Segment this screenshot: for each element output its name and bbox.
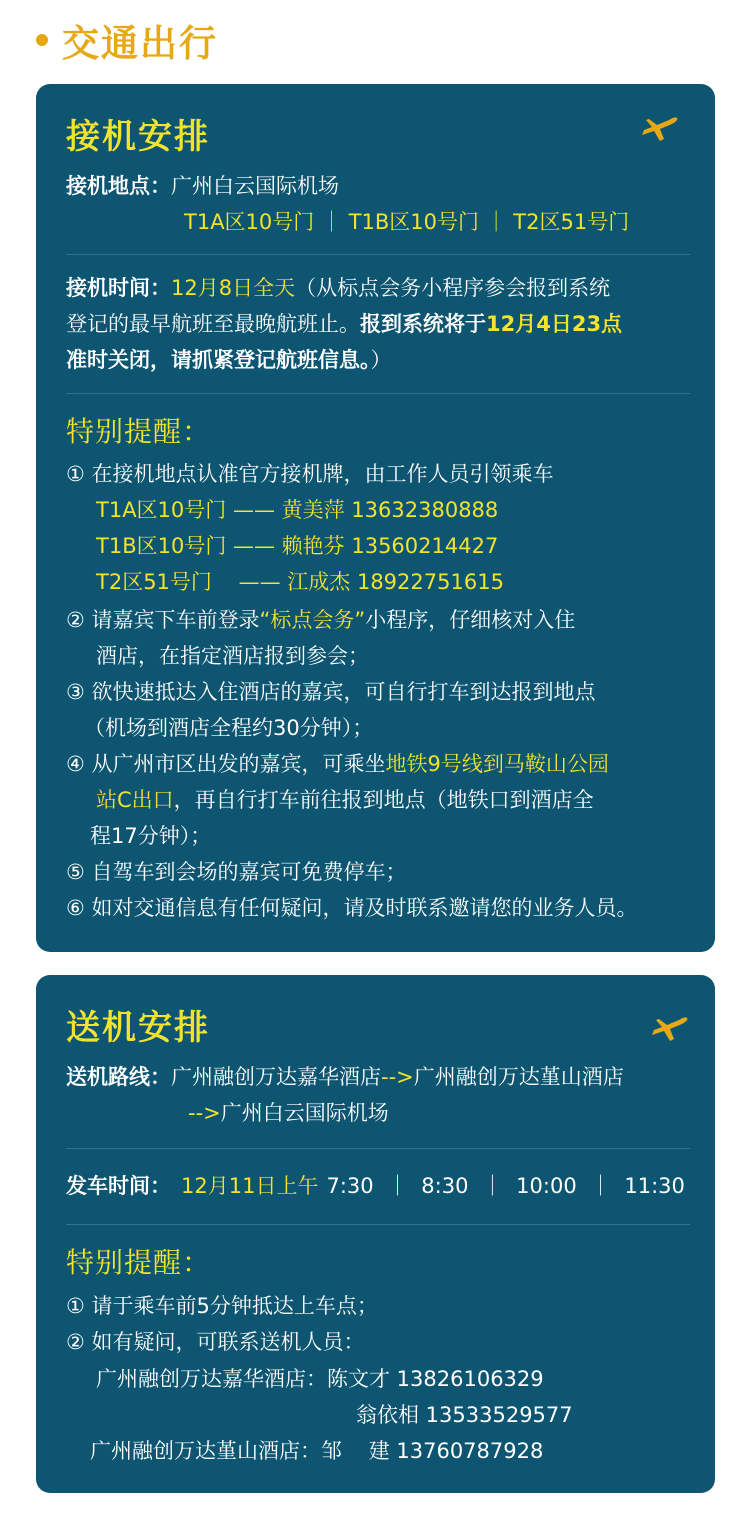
pickup-time-bold1: 报到系统将于: [360, 312, 486, 336]
pickup-time-bold-date: 12月4日23点: [486, 312, 623, 336]
dropoff-contact3: 广州融创万达堇山酒店：邹 建 13760787928: [90, 1439, 544, 1463]
dropoff-times: 7:30 ｜ 8:30 ｜ 10:00 ｜ 11:30: [326, 1174, 685, 1198]
airplane-icon: [650, 1015, 690, 1043]
pickup-item5: ⑤ 自驾车到会场的嘉宾可免费停车；: [66, 860, 407, 884]
pickup-item4-e: 程17分钟）；: [90, 824, 212, 848]
pickup-item4-a: ④ 从广州市区出发的嘉宾，可乘坐: [66, 752, 386, 776]
pickup-item6: ⑥ 如对交通信息有任何疑问，请及时联系邀请您的业务人员。: [66, 896, 638, 920]
airplane-icon: [640, 115, 680, 143]
pickup-time-label: 接机时间：: [66, 276, 171, 300]
pickup-time-bold2: 准时关闭，请抓紧登记航班信息。: [66, 348, 371, 372]
pickup-item4-row2: [96, 782, 594, 818]
pickup-item2-b: “标点会务”: [259, 608, 366, 632]
pickup-item2-a: ② 请嘉宾下车前登录: [66, 608, 260, 632]
pickup-item4-d: ，再自行打车前往报到地点（地铁口到酒店全: [173, 788, 594, 812]
pickup-card: [36, 84, 715, 952]
pickup-item3-a: ③ 欲快速抵达入住酒店的嘉宾，可自行打车到达报到地点: [66, 680, 596, 704]
pickup-item3-b: （机场到酒店全程约30分钟）；: [84, 716, 374, 740]
dropoff-item2: ② 如有疑问，可联系送机人员：: [66, 1330, 365, 1354]
dropoff-time-date: 12月11日上午: [181, 1174, 319, 1198]
divider: [66, 393, 690, 394]
pickup-location-label: 接机地点：: [66, 174, 171, 198]
bullet-dot: [36, 34, 48, 46]
pickup-item2-c: 小程序，仔细核对入住: [365, 608, 576, 632]
divider: [66, 1224, 690, 1225]
pickup-time-value: 12月8日全天: [171, 276, 296, 300]
dropoff-contact1: 广州融创万达嘉华酒店：陈文才 13826106329: [96, 1367, 544, 1391]
pickup-contact3: T2区51号门 —— 江成杰 18922751615: [96, 570, 504, 594]
pickup-title: 接机安排: [66, 117, 210, 157]
pickup-item4-b: 地铁9号线到马鞍山公园: [385, 752, 609, 776]
section-title-text: 交通出行: [62, 22, 218, 65]
section-title: [36, 14, 218, 66]
dropoff-route-arrow2: -->: [188, 1101, 221, 1125]
pickup-contact2: T1B区10号门 —— 赖艳芬 13560214427: [96, 534, 499, 558]
dropoff-route-row1: [66, 1059, 624, 1095]
dropoff-remind-title: 特别提醒：: [66, 1246, 212, 1279]
pickup-item2-row1: [66, 602, 575, 638]
dropoff-item1: ① 请于乘车前5分钟抵达上车点；: [66, 1294, 378, 1318]
dropoff-time-row: [66, 1168, 685, 1204]
pickup-time-desc2: 登记的最早航班至最晚航班止。: [66, 312, 360, 336]
pickup-time-row1: [66, 270, 610, 306]
pickup-time-row3: [66, 342, 392, 378]
dropoff-route-label: 送机路线：: [66, 1065, 171, 1089]
divider: [66, 1148, 690, 1149]
pickup-item4-row1: [66, 746, 609, 782]
dropoff-card: [36, 975, 715, 1493]
pickup-time-desc1: （从标点会务小程序参会报到系统: [295, 276, 611, 300]
dropoff-route-row2: [188, 1095, 389, 1131]
dropoff-route-c: 广州白云国际机场: [220, 1101, 389, 1125]
pickup-gates: T1A区10号门 ｜ T1B区10号门 ｜ T2区51号门: [184, 210, 630, 234]
divider: [66, 254, 690, 255]
pickup-remind-title: 特别提醒：: [66, 415, 212, 448]
pickup-location-value: 广州白云国际机场: [171, 174, 339, 198]
dropoff-route-arrow: -->: [381, 1065, 414, 1089]
dropoff-title: 送机安排: [66, 1008, 210, 1048]
dropoff-contact2: 翁依相 13533529577: [356, 1403, 573, 1427]
dropoff-route-b: 广州融创万达堇山酒店: [413, 1065, 624, 1089]
pickup-time-row2: [66, 306, 622, 342]
pickup-item4-c: 站C出口: [96, 788, 174, 812]
dropoff-time-label: 发车时间：: [66, 1174, 171, 1198]
pickup-item2-d: 酒店，在指定酒店报到参会；: [96, 644, 369, 668]
dropoff-route-a: 广州融创万达嘉华酒店: [171, 1065, 381, 1089]
pickup-contact1: T1A区10号门 —— 黄美萍 13632380888: [96, 498, 499, 522]
pickup-location-row: [66, 168, 339, 204]
pickup-time-end: ）: [370, 348, 392, 372]
pickup-item1: ① 在接机地点认准官方接机牌，由工作人员引领乘车: [66, 462, 554, 486]
